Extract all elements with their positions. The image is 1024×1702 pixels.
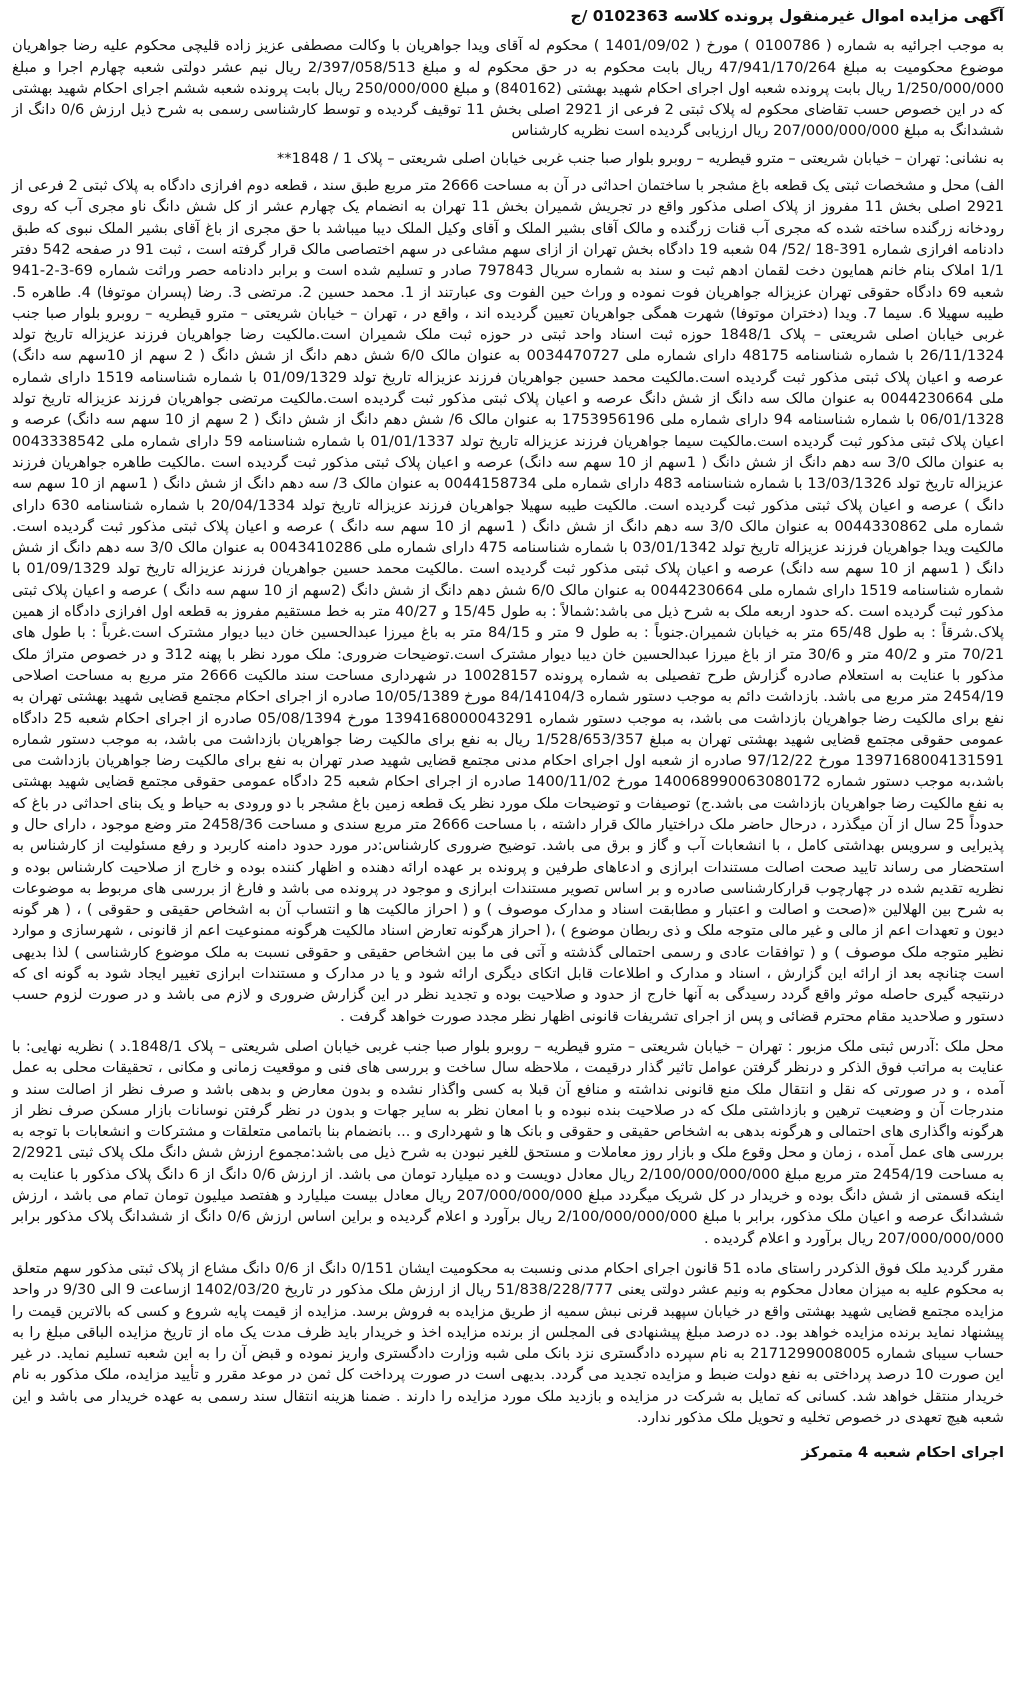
notice-title: آگهی مزایده اموال غیرمنقول پرونده کلاسه 0102363 /ج: [570, 7, 1004, 25]
location-and-valuation-paragraph: محل ملک :آدرس ثبتی ملک مزبور : تهران – خیابان شریعتی – مترو قیطریه – روبرو بلوار صبا جنب غربی خیابان اصلی شریعتی – پلاک 1848/1.د ) نظریه نهایی: با عنایت به مراتب فوق الذکر و درنظر گرفتن عوامل تاثیر گذار درقیمت ، ملاحظه سال ساخت و بررسی های فنی و موقعیت زمانی و مکانی ، تحقیقات محلی به عمل آمده ، و در صورتی که نقل و انتقال ملک منع قانونی نداشته و منافع آن قبلا به کسی واگذار نشده و بدون معارض و بدهی باشد و صرف نظر از اصالت سند و مندرجات آن و وضعیت ترهین و بازداشتی ملک که در صلاحیت بنده نبوده و با امعان نظر به سایر جهات و بدون در نظر گرفتن نوسانات بازار مسکن صرف نظر از هرگونه واگذاری های احتمالی و هرگونه بدهی به اشخاص حقیقی و حقوقی و بانک ها و شهرداری و ... بانضمام بنا باتمامی متعلقات و مشترکات و انشعابات با توجه به بررسی های عمل آمده ، زمان و محل وقوع ملک و بازار روز معاملات و مستحق للغیر نبودن به شرح ذیل می باشد:مجموع ارزش شش دانگ ملک پلاک ثبتی 2/2921 به مساحت 2454/19 متر مربع مبلغ 2/100/000/000/000 ریال معادل دویست و ده میلیارد تومان می باشد. از ارزش 0/6 دانگ از 6 دانگ پلاک مذکور با عنایت به اینکه قسمتی از شش دانگ بوده و خریدار در کل شریک میگردد مبلغ 207/000/000/000 ریال معادل بیست میلیارد و هفتصد میلیون تومان تمام می باشد ، ارزش ششدانگ عرصه و اعیان ملک مذکور، برابر با مبلغ 2/100/000/000/000 ریال برآورد و اعلام گردیده و براین اساس ارزش 0/6 دانگ از ششدانگ پلاک مذکور برابر 207/000/000/000 ریال برآورد و اعلام گردیده .: [12, 1037, 1005, 1247]
intro-paragraph: به موجب اجرائیه به شماره ( 0100786 ) مورخ ( 1401/09/02 ) محکوم له آقای ویدا جواهریان با وکالت مصطفی عزیز زاده قلیچی محکوم علیه رضا جواهریان موضوع محکومیت به مبلغ 47/941/170/264 ریال بابت محکوم به در حق محکوم له و مبلغ 2/397/058/513 ریال نیم عشر دولتی شعبه چهارم اجرا و مبلغ 1/250/000/000 ریال بابت پرونده شعبه اول اجرای احکام شهید بهشتی (840162) و مبلغ 250/000/000 ریال بابت پرونده شعبه ششم اجرای احکام شهید بهشتی که در این خصوص حسب تقاضای محکوم له پلاک ثبتی 2 فرعی از 2921 اصلی بخش 11 توقیف گردیده و توسط کارشناسی رسمی به شرح ذیل ارزش 0/6 دانگ از ششدانگ به مبلغ 207/000/000/000 ریال ارزیابی گردیده است نظریه کارشناس: [12, 37, 1004, 140]
address-line: به نشانی: تهران – خیابان شریعتی – مترو قیطریه – روبرو بلوار صبا جنب غربی خیابان اصلی شریعتی – پلاک 1 / 1848**: [276, 149, 1004, 167]
property-details-paragraph: الف) محل و مشخصات ثبتی یک قطعه باغ مشجر با ساختمان احداثی در آن به مساحت 2666 متر مربع طبق سند ، قطعه دوم افرازی دادگاه به پلاک ثبتی 2 فرعی از 2921 اصلی بخش 11 مفروز از پلاک اصلی مذکور واقع در تجریش شمیران بخش 11 تهران به انضمام یک چهارم عشر از کل شش دانگ ناو مجری آب که روی رودخانه زرگنده ساخته شده که مجری آب قنات زرگنده و مالک آقای بشیر الملک و آقای وکیل الملک دیبا میباشد با حق مجری از باغ آقای بشیر الملک نبوی که طبق دادنامه افرازی شماره 391-18 /52/ 04 شعبه 19 دادگاه بخش تهران از ازای سهم مشاعی در سهم اختصاصی مالک قرار گرفته است ، ثبت 91 در صفحه 542 دفتر 1/1 املاک بنام خانم همایون دخت لقمان ادهم ثبت و سند به شماره سریال 797843 صادر و تسلیم شده است و برابر دادنامه حصر وراثت شماره 69-3-2-941 شعبه 69 دادگاه حقوقی تهران عزیزاله جواهریان فوت نموده و وراث حین الفوت وی عبارتند از 1. محمد حسین 2. مرتضی 3. رضا (پسران موتوفا) 4. طاهره 5. طیبه سهیلا 6. سیما 7. ویدا (دختران موتوفا) شهرت همگی جواهریان تعیین گردیده اند ، واقع در ، تهران – خیابان شریعتی – مترو قیطریه – روبرو بلوار صبا جنب غربی خیابان اصلی شریعتی – پلاک 1848/1 حوزه ثبت اسناد واحد ثبتی در حوزه ثبت ملک شمیران است.مالکیت رضا جواهریان فرزند عزیزاله تاریخ تولد 26/11/1324 با شماره شناسنامه 48175 دارای شماره ملی 0034470727 به عنوان مالک 6/0 شش دهم دانگ از شش دانگ ( 2 سهم از 10سهم سه دانگ) عرصه و اعیان پلاک ثبتی مذکور ثبت گردیده است.مالکیت محمد حسین جواهریان فرزند عزیزاله تاریخ تولد 01/09/1329 با شماره شناسنامه 1519 دارای شماره ملی 0044230664 به عنوان مالک سه دانگ از شش دانگ عرصه و اعیان پلاک ثبتی مذکور ثبت گردیده است.مالکیت مرتضی جواهریان فرزند عزیزاله تاریخ تولد 06/01/1328 با شماره شناسنامه 94 دارای شماره ملی 1753956196 به عنوان مالک 6/ شش دهم دانگ از شش دانگ ( 2 سهم از 10 سهم سه دانگ) عرصه و اعیان پلاک ثبتی مذکور ثبت گردیده است.مالکیت سیما جواهریان فرزند عزیزاله تاریخ تولد 01/01/1337 با شماره شناسنامه 59 دارای شماره ملی 0043338542 به عنوان مالک 3/0 سه دهم دانگ از شش دانگ ( 1سهم از 10 سهم سه دانگ) عرصه و اعیان پلاک ثبتی مذکور ثبت گردیده است .مالکیت طاهره جواهریان فرزند عزیزاله تاریخ تولد 13/03/1326 با شماره شناسنامه 483 دارای شماره ملی 0044158734 به عنوان مالک 3/ سه دهم دانگ از شش دانگ ( 1سهم از 10 سهم سه دانگ ) عرصه و اعیان پلاک ثبتی مذکور ثبت گردیده است. مالکیت طیبه سهیلا جواهریان فرزند عزیزاله تاریخ تولد 20/04/1334 با شماره شناسنامه 630 دارای شماره ملی 0044330862 به عنوان مالک 3/0 سه دهم دانگ از شش دانگ ( 1سهم از 10 سهم سه دانگ ) عرصه و اعیان پلاک ثبتی مذکور ثبت گردیده است. مالکیت ویدا جواهریان فرزند عزیزاله تاریخ تولد 03/01/1342 با شماره شناسنامه 475 دارای شماره ملی 0043410286 به عنوان مالک 3/0 سه دهم دانگ از شش دانگ ( 1سهم از 10 سهم سه دانگ) عرصه و اعیان پلاک ثبتی مذکور ثبت گردیده است .مالکیت محمد حسین جواهریان فرزند عزیزاله تاریخ تولد 01/09/1329 با شماره شناسنامه 1519 دارای شماره ملی 0044230664 به عنوان مالک 6/0 شش دهم دانگ از شش دانگ (2سهم از 10 سهم سه دانگ ) عرصه و اعیان پلاک ثبتی مذکور ثبت گردیده است .که حدود اربعه ملک به شرح ذیل می باشد:شمالاً : به طول 15/45 و 40/27 متر به خط مستقیم مفروز به قطعه اول افرازی دادگاه از همین پلاک.شرقاً : به طول 65/48 متر به خیابان شمیران.جنوباً : به طول 9 متر و 84/15 متر به باغ میرزا عبدالحسین خان دیبا دیوار مشترک است.غرباً : با طول های 70/21 متر و 40/2 متر و 30/6 متر از باغ میرزا عبدالحسین خان دیبا دیوار مشترک است.توضیحات ضروری: ملک مورد نظر با پهنه 312 و در خصوص متراژ ملک مذکور با عنایت به استعلام صادره گزارش طرح تفصیلی به شماره پرونده 10028157 در شهرداری مساحت سند مالکیت 2666 متر مربع به مساحت اصلاحی 2454/19 متر مربع می باشد. بازداشت دائم به موجب دستور شماره 84/14104/3 مورخ 10/05/1389 صادره از اجرای احکام مجتمع قضایی شهید بهشتی تهران به نفع برای مالکیت رضا جواهریان بازداشت می باشد، به موجب دستور شماره 139416800004329​1 مورخ 05/08/1394 صادره از اجرای احکام شعبه 25 دادگاه عمومی حقوقی مجتمع قضایی شهید بهشتی تهران به مبلغ 1/528/653/357 ریال به نفع برای مالکیت رضا جواهریان بازداشت می باشد، به موجب دستور شماره 1397168004131591 مورخ 97/12/22 صادره از شعبه اول اجرای احکام مدنی مجتمع قضایی شهید صدر تهران به نفع برای مالکیت رضا جواهریان بازداشت می باشد،به موجب دستور شماره 140068990063080172 مورخ 1400/11/02 صادره از اجرای احکام شعبه 25 دادگاه عمومی حقوقی مجتمع قضایی شهید بهشتی به نفع مالکیت رضا جواهریان بازداشت می باشد.ج) توصیفات و توضیحات ملک مورد نظر یک قطعه زمین باغ مشجر با دو ورودی به حیاط و یک بنای احداثی در باغ که حدوداً 25 سال از آن میگذرد ، درحال حاضر ملک دراختیار مالک قرار داشته ، با مساحت 2666 متر مربع سندی و مساحت 2458/36 متر وضع موجود ، دارای حال و پذیرایی و سرویس بهداشتی کامل ، با انشعابات آب و گاز و برق می باشد. توضیح ضروری کارشناس:در مورد حدود دامنه کاربرد و رفع مسئولیت از کارشناس به استحضار می رساند تایید صحت اصالت مستندات ابرازی و ادعاهای طرفین و پرونده بر عهده ارائه دهنده و اظهار کننده بوده و خارج از صلاحیت کارشناس بوده و نظریه تقدیم شده در چهارچوب قرارکارشناسی صادره و بر اساس تصویر مستندات ابرازی و موجود در پرونده می باشد و فارغ از بررسی های مربوط به موضوعات به شرح بین الهلالین «(صحت و اصالت و اعتبار و مطابقت اسناد و مدارک موصوف ) و ( احراز مالکیت ها و انتساب آن به اشخاص حقیقی و حقوقی ) ، ( هر گونه دیون و تعهدات اعم از مالی و غیر مالی متوجه ملک و ذی ربطان موضوع ) ،( احراز هرگونه تعارض اسناد مالکیت هرگونه ممنوعیت اعم از قانونی ، شهرسازی و موارد نظیر متوجه ملک موصوف ) و ( توافقات عادی و رسمی احتمالی گذشته و آتی فی ما بین اشخاص حقیقی و حقوقی نسبت به ملک موضوع کارشناسی ) لذا بدیهی است چنانچه بعد از ارائه این گزارش ، اسناد و مدارک و اطلاعات قابل اتکای دیگری ارائه شود و یا در مدارک و مستندات ابرازی تغییر ایجاد شود به گونه ای که درنتیجه گیری حاصله موثر واقع گردد رسیدگی به آنها خارج از حدود و صلاحیت بوده و تجدید نظر در این گزارش ضروری و لازم می باشد و در صورت لزوم حسب دستور و صلاحدید مقام محترم قضائی و پس از اجرای تشریفات قانونی اظهار نظر مجدد صورت خواهد گرفت .: [12, 177, 1005, 1025]
issuer-signature: اجرای احکام شعبه 4 متمرکز: [801, 1444, 1004, 1462]
auction-terms-paragraph: مقرر گردید ملک فوق الذکردر راستای ماده 51 قانون اجرای احکام مدنی ونسبت به محکومیت ایشان 0/151 دانگ از 0/6 دانگ مشاع از پلاک ثبتی مذکور سهم متعلق به محکوم علیه به میزان معادل محکوم به ونیم عشر دولتی یعنی 51/838/228/777 ریال از ارزش ملک مذکور در تاریخ 1402/03/20 ازساعت 9 الی 9/30 در واحد مزایده مجتمع قضایی شهید بهشتی واقع در خیابان سپهبد قرنی نبش سمیه از طریق مزایده به فروش برسد. مزایده از قیمت پایه شروع و کسی که بالاترین قیمت را پیشنهاد نماید برنده مزایده خواهد بود. ده درصد مبلغ پیشنهادی فی المجلس از برنده مزایده اخذ و خریدار باید ظرف مدت یک ماه از تاریخ مزایده الباقی مبلغ را به حساب سیبای شماره 2171299008005 به نام سپرده دادگستری نزد بانک ملی شبه وزارت دادگستری واریز نموده و قبض آن را به این شعبه تسلیم نماید. در غیر این صورت 10 درصد پرداختی به نفع دولت ضبط و مزایده تجدید می گردد. بدیهی است در صورت پرداخت کل ثمن در موعد مقرر و تأیید مزایده، ملک مذکور به نام خریدار منتقل خواهد شد. کسانی که تمایل به شرکت در مزایده و بازدید ملک مورد مزایده را دارند . ضمنا هزینه انتقال سند رسمی به عهده خریدار می باشد و این شعبه هیچ تعهدی در خصوص تخلیه و تحویل ملک مذکور ندارد.: [12, 1259, 1005, 1426]
